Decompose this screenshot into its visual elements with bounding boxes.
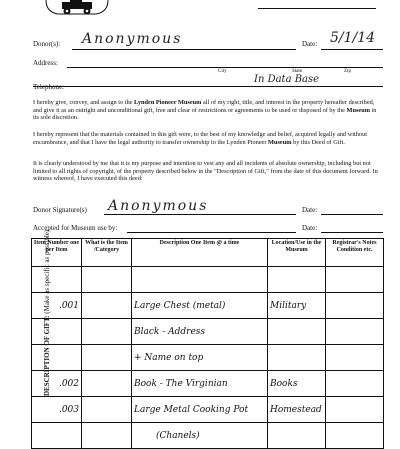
cell-what — [82, 319, 132, 345]
cell-num: .002 — [32, 371, 82, 397]
donor-value: Anonymous — [82, 31, 183, 47]
table-row — [32, 319, 384, 345]
cell-what — [82, 371, 132, 397]
table-row — [32, 397, 384, 423]
description-of-gift-side-label: DESCRIPTION OF GIFT: (Make as specific as possible) — [43, 229, 51, 396]
accepted-date-line — [321, 232, 383, 233]
cell-notes — [326, 293, 384, 319]
cell-what — [82, 267, 132, 293]
gift-paragraph: I hereby give, convey, and assign to the Lynden Pioneer Museum all of my right, title, and interest in the property hereafter described, and give it as an outright and unconditional gift, free and clear of restrictions or agreements to be used or disposed of by the Museum in its sole discretion. — [33, 99, 377, 122]
address-city-label: City — [218, 69, 227, 74]
accepted-date-label: Date: — [302, 224, 318, 232]
header-what-is-item: What is the Item /Category — [82, 239, 132, 267]
cell-num: .001 — [32, 293, 82, 319]
address-zip-label: Zip — [344, 69, 351, 74]
telephone-label: Telephone: — [33, 83, 64, 91]
cell-notes — [326, 345, 384, 371]
header-description: Description One Item @ a time — [132, 239, 268, 267]
accepted-line — [127, 232, 296, 233]
cell-what — [82, 293, 132, 319]
date-label: Date: — [302, 40, 318, 48]
address-state-label: State — [292, 69, 302, 74]
signature-line — [104, 214, 296, 215]
cell-num — [32, 319, 82, 345]
address-label: Address: — [33, 59, 58, 67]
cell-notes — [326, 371, 384, 397]
cell-notes — [326, 397, 384, 423]
table-row — [32, 371, 384, 397]
cell-loc — [268, 319, 326, 345]
cell-notes — [326, 267, 384, 293]
representation-paragraph: I hereby represent that the materials contained in this gift were, to the best of my knowledge and belief, acquired legally and without encumbrance, and that I have the legal authority to transfer ownership to the Lynden Pioneer Museum by this Deed of Gift. — [33, 131, 367, 146]
cell-notes — [326, 423, 384, 449]
accepted-label: Accepted for Museum use by: — [33, 224, 118, 232]
cell-desc: (Chanels) — [132, 423, 268, 449]
donor-label: Donor(s): — [33, 40, 61, 48]
header-item-number: Item Number one per Item — [32, 239, 82, 267]
date-line — [321, 49, 383, 50]
cell-num — [32, 267, 82, 293]
signature-label: Donor Signature(s) — [33, 206, 87, 214]
date-value: 5/1/14 — [330, 30, 376, 46]
cell-what — [82, 423, 132, 449]
cell-desc: Book - The Virginian — [132, 371, 268, 397]
cell-num — [32, 345, 82, 371]
address-line-2 — [33, 86, 383, 87]
cell-what — [82, 397, 132, 423]
table-row — [32, 345, 384, 371]
cell-loc: Military — [268, 293, 326, 319]
cell-notes — [326, 319, 384, 345]
address-line-1 — [67, 67, 383, 68]
cell-loc: Homestead — [268, 397, 326, 423]
table-row — [32, 423, 384, 449]
table-row — [32, 267, 384, 293]
donor-line — [72, 49, 296, 50]
signature-date-label: Date: — [302, 206, 318, 214]
signature-value: Anonymous — [108, 198, 209, 214]
cell-loc — [268, 267, 326, 293]
intent-paragraph: It is clearly understood by me that it is my purpose and intention to vest any and all incidents of absolute ownership, including but not limited to all rights of copyright, of the property described below in the "Description of Gift," from the date of this document forward. In witness whereof, I have executed this deed: — [33, 160, 378, 183]
cell-loc: Books — [268, 371, 326, 397]
cell-loc — [268, 345, 326, 371]
telephone-value: In Data Base — [254, 74, 320, 85]
museum-logo-jeep-icon — [44, 0, 110, 16]
cell-desc: Large Metal Cooking Pot — [132, 397, 268, 423]
gift-table — [31, 229, 384, 449]
cell-desc — [132, 267, 268, 293]
cell-num: .003 — [32, 397, 82, 423]
cell-loc — [268, 423, 326, 449]
table-header-row — [32, 239, 384, 267]
signature-date-line — [321, 214, 383, 215]
cell-desc: Large Chest (metal) — [132, 293, 268, 319]
top-right-rule — [258, 8, 376, 9]
header-location: Location/Use in the Museum — [268, 239, 326, 267]
table-row — [32, 293, 384, 319]
cell-num — [32, 423, 82, 449]
cell-what — [82, 345, 132, 371]
header-registrar-notes: Registrar's Notes Condition etc. — [326, 239, 384, 267]
cell-desc: + Name on top — [132, 345, 268, 371]
cell-desc: Black - Address — [132, 319, 268, 345]
